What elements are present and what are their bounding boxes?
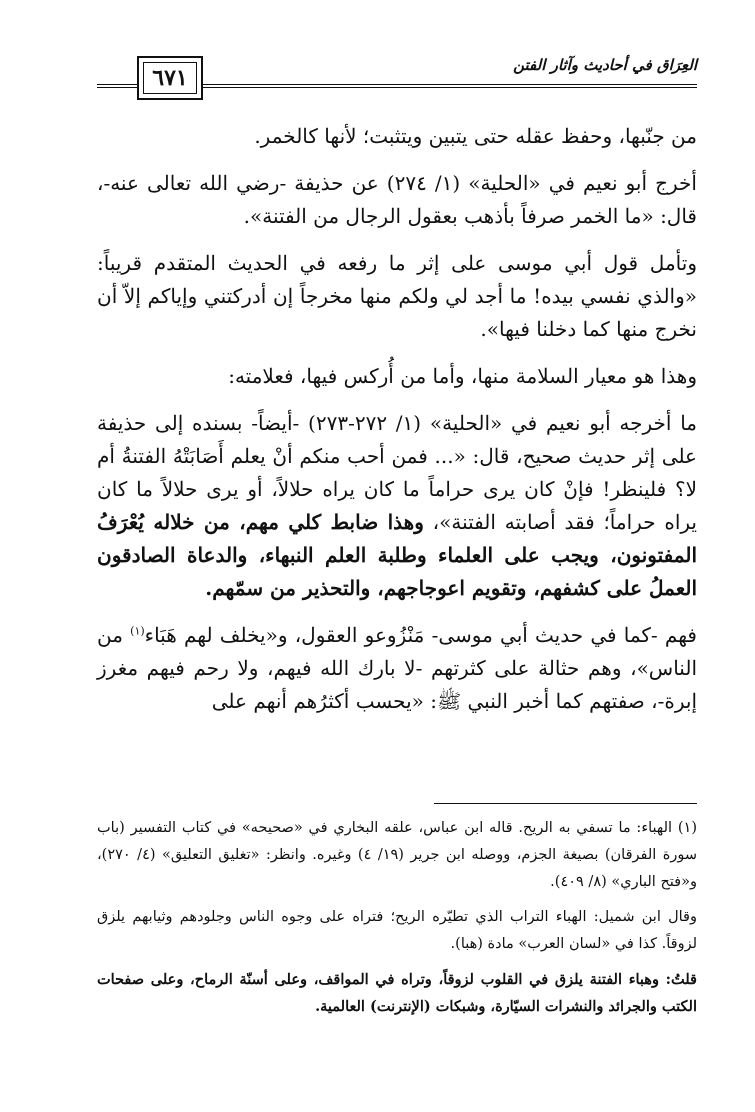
footnotes [97,815,697,1020]
page-header [97,50,697,110]
paragraph-1: من جنّبها، وحفظ عقله حتى يتبين ويتثبت؛ لأنها كالخمر. [254,124,697,148]
paragraph-6 [97,619,697,718]
footnote-1-continued: وقال ابن شميل: الهباء التراب الذي تطيّره الريح؛ فتراه على وجوه الناس وجلودهم وثيابهم يلزق لزوقاً. كذا في «لسان العرب» مادة (هبا). [97,909,697,952]
paragraph-3: وتأمل قول أبي موسى على إثر ما رفعه في الحديث المتقدم قريباً: «والذي نفسي بيده! ما أجد لي ولكم منها مخرجاً إن أدركتني وإياكم إلاّ أن نخرج منها كما دخلنا فيها». [97,251,697,341]
main-text [97,120,697,718]
page-number: ٦٧١ [137,56,203,100]
footnote-separator [434,803,697,804]
running-book-title: العِرَاق في أحاديث وآثار الفتن [505,56,697,84]
paragraph-6-start: فهم -كما في حديث أبي موسى- مَنْزُوعو العقول، و«يخلف لهم هَبَاء [144,623,697,647]
paragraph-5-emphasis: وهذا ضابط كلي مهم، من خلاله يُعْرَفُ المفتونون، ويجب على العلماء وطلبة العلم النبهاء، والدعاة الصادقون العملُ على كشفهم، وتقويم اعوجاجهم، والتحذير من سمّهم. [97,510,697,600]
paragraph-5-quote: ما أخرجه أبو نعيم في «الحلية» (١/ ٢٧٢-٢٧٣) -أيضاً- بسنده إلى حذيفة على إثر حديث صحيح، قال: «... فمن أحب منكم أنْ يعلم أَصَابَتْهُ الفتنةُ أم لا؟ فلينظر! فإنْ كان يرى حراماً ما كان يراه حلالاً، أو يرى حلالاً ما كان يراه حراماً؛ فقد أصابته الفتنة»، [97,411,698,534]
paragraph-4: وهذا هو معيار السلامة منها، وأما من أُركس فيها، فعلامته: [228,364,697,388]
paragraph-5 [97,407,697,605]
paragraph-6-end: من الناس»، وهم حثالة على كثرتهم -لا بارك الله فيهم، ولا رحم فيهم مغرز إبرة-، صفتهم كما أخبر النبي ﷺ: «يحسب أكثرُهم أنهم على [97,623,697,713]
paragraph-2: أخرج أبو نعيم في «الحلية» (١/ ٢٧٤) عن حذيفة -رضي الله تعالى عنه-، قال: «ما الخمر صرفاً بأذهب بعقول الرجال من الفتنة». [97,171,697,228]
footnote-1: (١) الهباء: ما تسفي به الريح. قاله ابن عباس، علقه البخاري في «صحيحه» في كتاب التفسير (باب سورة الفرقان) بصيغة الجزم، ووصله ابن جرير (١٩/ ٤) وغيره. وانظر: «تغليق التعليق» (٤/ ٢٧٠)، و«فتح الباري» (٨/ ٤٠٩). [97,820,697,890]
footnote-1-comment: قلتُ: وهباء الفتنة يلزق في القلوب لزوقاً، وتراه في المواقف، وعلى أسنّة الرماح، وعلى صفحات الكتب والجرائد والنشرات السيّارة، وشبكات (الإنترنت) العالمية. [97,971,697,1015]
footnote-reference: (١) [130,624,145,638]
